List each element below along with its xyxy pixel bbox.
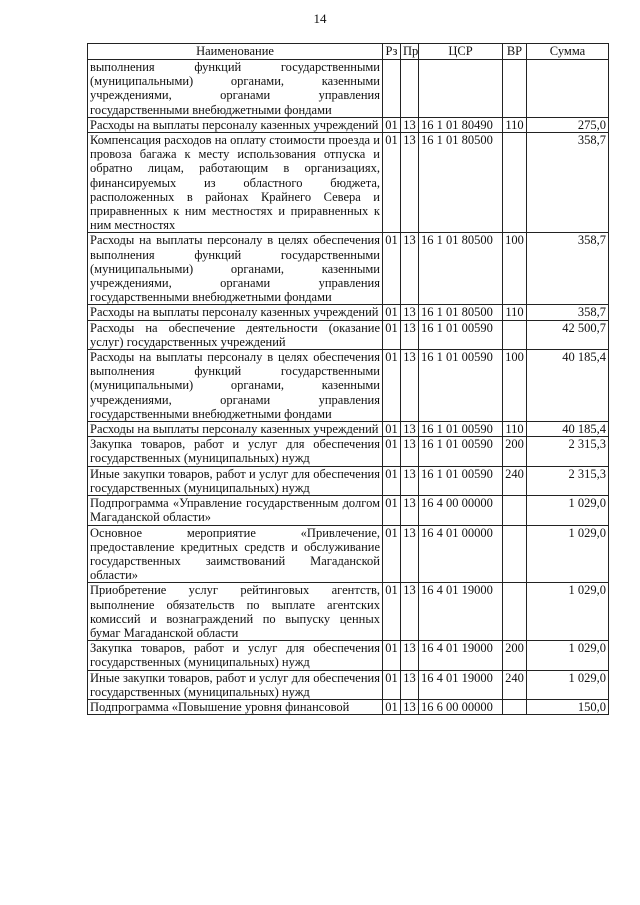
cell-pr: 13 xyxy=(401,583,419,641)
cell-vr: 110 xyxy=(503,422,527,437)
cell-sum: 42 500,7 xyxy=(527,320,609,349)
cell-rz: 01 xyxy=(383,320,401,349)
cell-csr: 16 1 01 80500 xyxy=(419,133,503,233)
table-row xyxy=(88,320,609,349)
cell-name: Закупка товаров, работ и услуг для обеспечения государственных (муниципальных) нужд xyxy=(88,641,383,670)
cell-csr: 16 4 01 00000 xyxy=(419,525,503,583)
cell-sum: 358,7 xyxy=(527,305,609,320)
cell-pr: 13 xyxy=(401,350,419,422)
cell-name: Иные закупки товаров, работ и услуг для обеспечения государственных (муниципальных) нужд xyxy=(88,670,383,699)
cell-vr xyxy=(503,320,527,349)
table-row xyxy=(88,117,609,132)
cell-csr: 16 1 01 80500 xyxy=(419,233,503,305)
cell-pr: 13 xyxy=(401,525,419,583)
table-row xyxy=(88,60,609,118)
cell-pr: 13 xyxy=(401,699,419,714)
table-row xyxy=(88,583,609,641)
cell-csr: 16 4 01 19000 xyxy=(419,670,503,699)
cell-csr: 16 4 00 00000 xyxy=(419,496,503,525)
cell-sum: 1 029,0 xyxy=(527,583,609,641)
cell-pr: 13 xyxy=(401,133,419,233)
cell-sum: 40 185,4 xyxy=(527,422,609,437)
cell-vr xyxy=(503,133,527,233)
table-row xyxy=(88,670,609,699)
table-row xyxy=(88,466,609,495)
cell-rz: 01 xyxy=(383,496,401,525)
cell-pr: 13 xyxy=(401,320,419,349)
cell-csr: 16 1 01 80490 xyxy=(419,117,503,132)
cell-pr: 13 xyxy=(401,305,419,320)
cell-name: Расходы на выплаты персоналу казенных учреждений xyxy=(88,305,383,320)
cell-name: Подпрограмма «Управление государственным долгом Магаданской области» xyxy=(88,496,383,525)
table-row xyxy=(88,496,609,525)
cell-rz: 01 xyxy=(383,133,401,233)
cell-vr: 100 xyxy=(503,233,527,305)
table-row xyxy=(88,233,609,305)
cell-rz: 01 xyxy=(383,466,401,495)
cell-sum: 40 185,4 xyxy=(527,350,609,422)
table-header xyxy=(88,44,609,60)
cell-sum: 1 029,0 xyxy=(527,496,609,525)
table-row xyxy=(88,525,609,583)
cell-vr: 110 xyxy=(503,305,527,320)
cell-pr: 13 xyxy=(401,233,419,305)
cell-vr: 100 xyxy=(503,350,527,422)
cell-sum: 358,7 xyxy=(527,233,609,305)
cell-csr xyxy=(419,60,503,118)
header-rz: Рз xyxy=(383,44,401,60)
cell-rz: 01 xyxy=(383,117,401,132)
cell-csr: 16 1 01 80500 xyxy=(419,305,503,320)
cell-pr xyxy=(401,60,419,118)
table-body xyxy=(88,60,609,715)
cell-pr: 13 xyxy=(401,496,419,525)
table-row xyxy=(88,422,609,437)
table-row xyxy=(88,641,609,670)
cell-csr: 16 4 01 19000 xyxy=(419,583,503,641)
cell-pr: 13 xyxy=(401,670,419,699)
cell-rz: 01 xyxy=(383,437,401,466)
cell-vr: 240 xyxy=(503,670,527,699)
cell-rz: 01 xyxy=(383,350,401,422)
cell-name: выполнения функций государственными (муниципальными) органами, казенными учреждениями, органами управления государственными внебюджетными фондами xyxy=(88,60,383,118)
cell-sum: 1 029,0 xyxy=(527,641,609,670)
cell-rz: 01 xyxy=(383,233,401,305)
cell-rz: 01 xyxy=(383,699,401,714)
table-row xyxy=(88,133,609,233)
table-row xyxy=(88,437,609,466)
cell-name: Закупка товаров, работ и услуг для обеспечения государственных (муниципальных) нужд xyxy=(88,437,383,466)
cell-sum: 358,7 xyxy=(527,133,609,233)
cell-name: Подпрограмма «Повышение уровня финансовой xyxy=(88,699,383,714)
cell-sum xyxy=(527,60,609,118)
cell-name: Приобретение услуг рейтинговых агентств, выполнение обязательств по выплате агентских комиссий и вознаграждений по выпуску ценных бумаг Магаданской области xyxy=(88,583,383,641)
cell-csr: 16 1 01 00590 xyxy=(419,350,503,422)
cell-rz: 01 xyxy=(383,305,401,320)
cell-vr xyxy=(503,525,527,583)
cell-name: Компенсация расходов на оплату стоимости проезда и провоза багажа к месту использования отпуска и обратно лицам, работающим в организациях, финансируемых из областного бюджета, расположенных в районах Крайнего Севера и приравненных к ним местностях и приравненных к ним местностях xyxy=(88,133,383,233)
cell-vr xyxy=(503,699,527,714)
cell-vr: 240 xyxy=(503,466,527,495)
cell-name: Основное мероприятие «Привлечение, предоставление кредитных средств и обслуживание государственных заимствований Магаданской области» xyxy=(88,525,383,583)
cell-csr: 16 6 00 00000 xyxy=(419,699,503,714)
cell-sum: 2 315,3 xyxy=(527,437,609,466)
page-number: 14 xyxy=(313,11,327,26)
cell-sum: 1 029,0 xyxy=(527,670,609,699)
cell-vr xyxy=(503,496,527,525)
header-vr: ВР xyxy=(503,44,527,60)
header-csr: ЦСР xyxy=(419,44,503,60)
cell-name: Расходы на обеспечение деятельности (оказание услуг) государственных учреждений xyxy=(88,320,383,349)
cell-sum: 2 315,3 xyxy=(527,466,609,495)
cell-vr: 110 xyxy=(503,117,527,132)
cell-vr xyxy=(503,60,527,118)
cell-name: Расходы на выплаты персоналу казенных учреждений xyxy=(88,117,383,132)
cell-vr xyxy=(503,583,527,641)
header-sum: Сумма xyxy=(527,44,609,60)
header-row xyxy=(88,44,609,60)
header-name: Наименование xyxy=(88,44,383,60)
cell-csr: 16 1 01 00590 xyxy=(419,320,503,349)
cell-csr: 16 1 01 00590 xyxy=(419,422,503,437)
cell-rz: 01 xyxy=(383,422,401,437)
cell-pr: 13 xyxy=(401,117,419,132)
cell-csr: 16 1 01 00590 xyxy=(419,437,503,466)
budget-table xyxy=(87,43,609,715)
cell-sum: 150,0 xyxy=(527,699,609,714)
cell-sum: 1 029,0 xyxy=(527,525,609,583)
cell-rz xyxy=(383,60,401,118)
cell-rz: 01 xyxy=(383,670,401,699)
header-pr: Пр xyxy=(401,44,419,60)
cell-pr: 13 xyxy=(401,641,419,670)
table-row xyxy=(88,699,609,714)
cell-rz: 01 xyxy=(383,525,401,583)
cell-name: Иные закупки товаров, работ и услуг для обеспечения государственных (муниципальных) нужд xyxy=(88,466,383,495)
table-row xyxy=(88,305,609,320)
table-row xyxy=(88,350,609,422)
cell-name: Расходы на выплаты персоналу в целях обеспечения выполнения функций государственными (муниципальными) органами, казенными учреждениями, органами управления государственными внебюджетными фондами xyxy=(88,350,383,422)
cell-csr: 16 1 01 00590 xyxy=(419,466,503,495)
cell-sum: 275,0 xyxy=(527,117,609,132)
cell-csr: 16 4 01 19000 xyxy=(419,641,503,670)
cell-name: Расходы на выплаты персоналу казенных учреждений xyxy=(88,422,383,437)
cell-pr: 13 xyxy=(401,422,419,437)
cell-vr: 200 xyxy=(503,641,527,670)
cell-vr: 200 xyxy=(503,437,527,466)
cell-rz: 01 xyxy=(383,641,401,670)
cell-pr: 13 xyxy=(401,466,419,495)
cell-name: Расходы на выплаты персоналу в целях обеспечения выполнения функций государственными (муниципальными) органами, казенными учреждениями, органами управления государственными внебюджетными фондами xyxy=(88,233,383,305)
cell-pr: 13 xyxy=(401,437,419,466)
cell-rz: 01 xyxy=(383,583,401,641)
